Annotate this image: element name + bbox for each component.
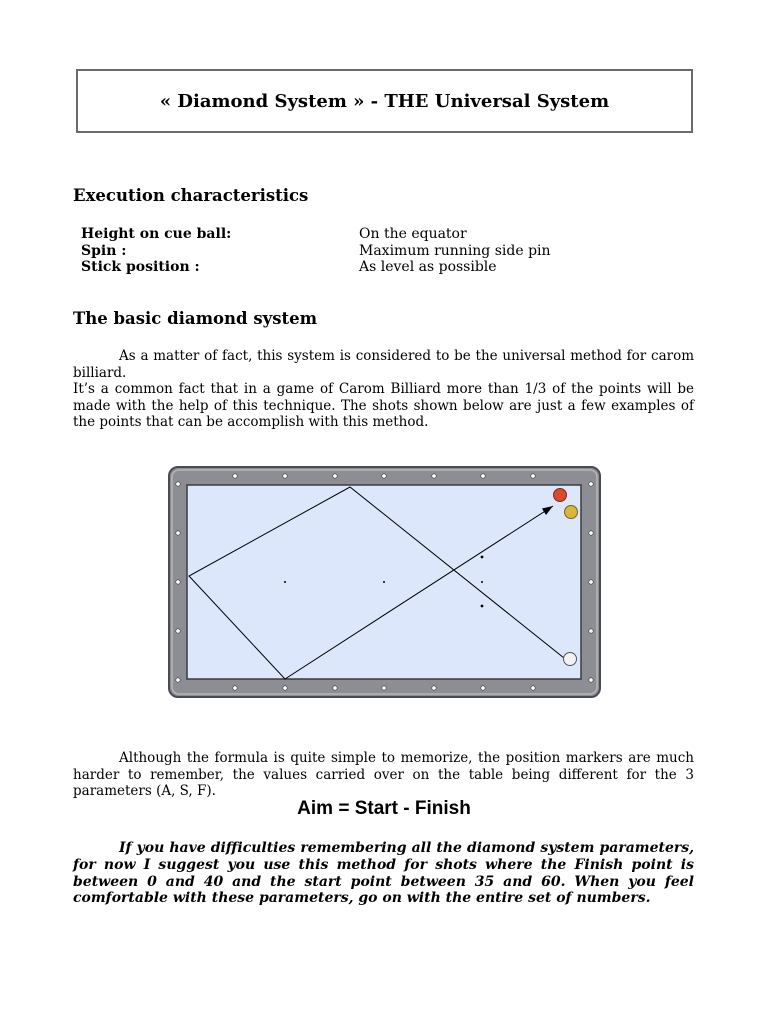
execution-label: Height on cue ball: <box>81 226 232 242</box>
execution-heading: Execution characteristics <box>73 186 309 205</box>
aim-formula: Aim = Start - Finish <box>297 798 471 819</box>
execution-value: As level as possible <box>359 259 497 275</box>
white-cue-ball <box>564 653 577 666</box>
execution-row <box>81 226 551 243</box>
basic-paragraph-2: It’s a common fact that in a game of Carom Billiard more than 1/3 of the points will be made with the help of this technique. The shots shown below are just a few examples of the points that can be accomplish with this method. <box>73 381 694 430</box>
execution-table <box>81 226 551 276</box>
execution-row <box>81 243 551 260</box>
execution-row <box>81 259 551 276</box>
page-title: « Diamond System » - THE Universal System <box>159 90 610 112</box>
basic-heading: The basic diamond system <box>73 309 318 328</box>
basic-paragraph-1: As a matter of fact, this system is considered to be the universal method for carom billiard. <box>73 348 694 381</box>
execution-label: Stick position : <box>81 259 200 275</box>
red-ball <box>554 489 567 502</box>
yellow-ball <box>565 506 578 519</box>
execution-label: Spin : <box>81 242 127 259</box>
title-box <box>76 69 693 133</box>
suggestion-note: If you have difficulties remembering all the diamond system parameters, for now I suggest you use this method for shots where the Finish point is between 0 and 40 and the start point between 35 and 60. When you feel comfortable with these parameters, go on with the entire set of numbers. <box>73 840 694 907</box>
execution-value: Maximum running side pin <box>359 242 551 259</box>
billiard-table-diagram <box>168 466 601 698</box>
formula-explanation: Although the formula is quite simple to memorize, the position markers are much harder to remember, the values carried over on the table being different for the 3 parameters (A, S, F). <box>73 750 694 799</box>
execution-value: On the equator <box>359 226 467 242</box>
